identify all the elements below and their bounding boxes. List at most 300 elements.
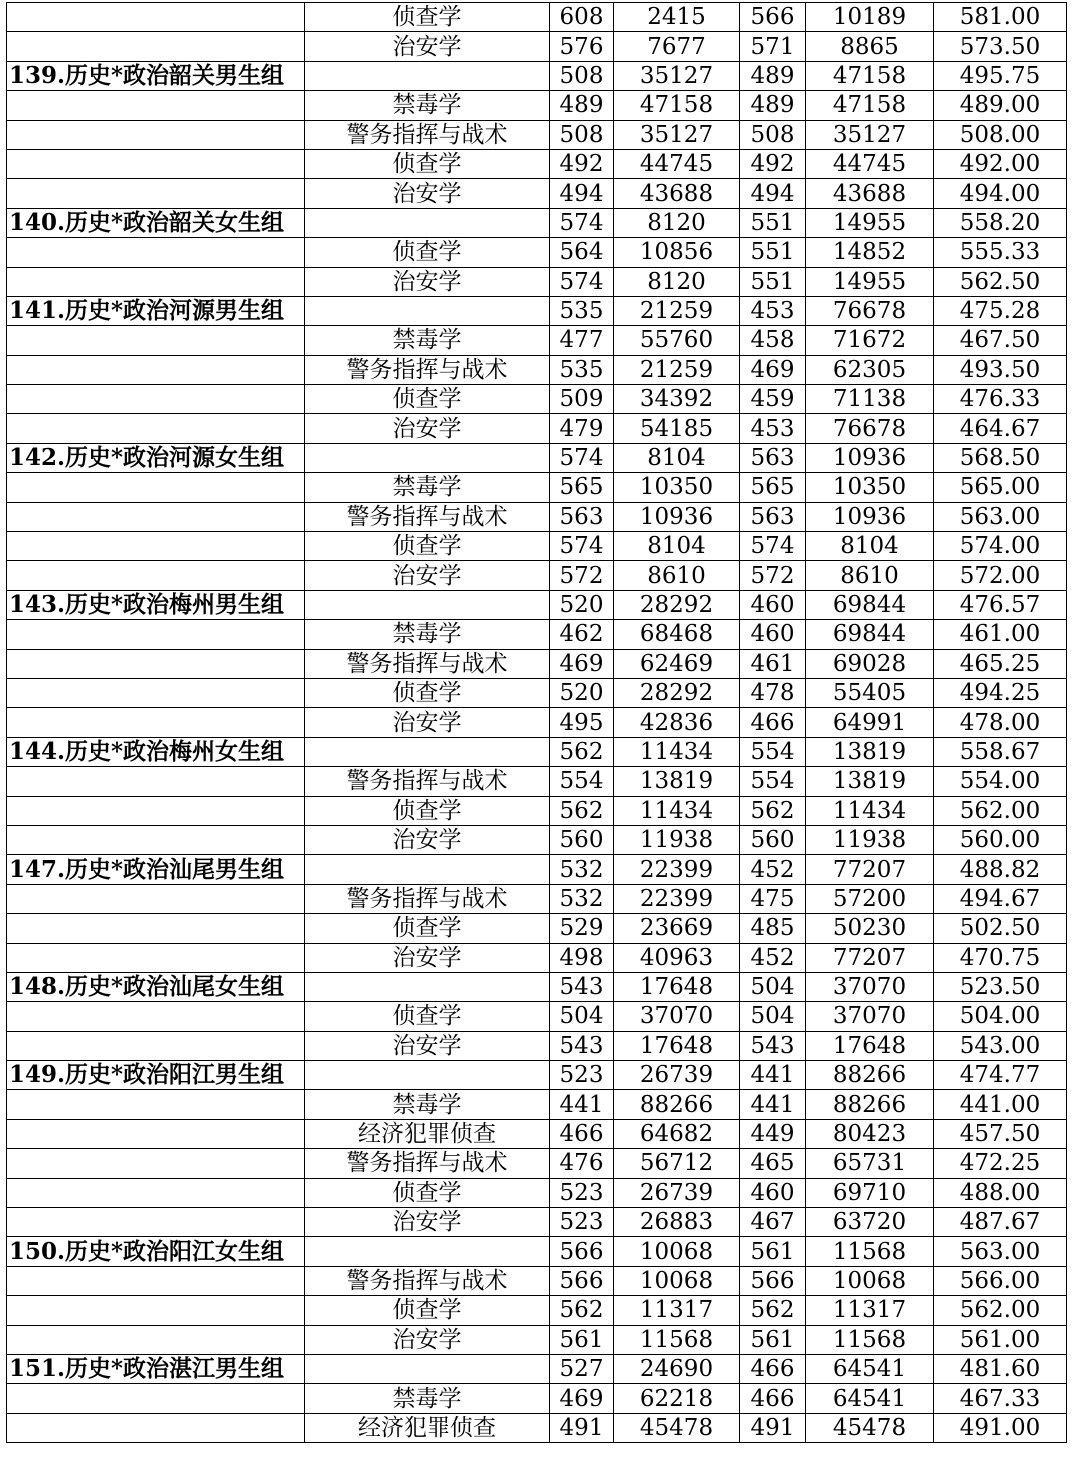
table-row	[7, 943, 1067, 972]
min-rank-cell: 10936	[806, 443, 934, 472]
table-row	[7, 620, 1067, 649]
max-score-cell: 489	[550, 91, 614, 120]
major-cell: 经济犯罪侦查	[305, 1119, 550, 1148]
major-cell	[305, 296, 550, 325]
max-score-cell: 520	[550, 590, 614, 619]
max-score-cell: 495	[550, 708, 614, 737]
min-rank-cell: 11434	[806, 796, 934, 825]
avg-score-cell: 502.50	[934, 914, 1067, 943]
group-name-cell	[7, 1208, 305, 1237]
group-name-cell	[7, 1266, 305, 1295]
avg-score-cell: 491.00	[934, 1413, 1067, 1442]
min-score-cell: 565	[740, 473, 806, 502]
min-score-cell: 460	[740, 590, 806, 619]
major-cell: 治安学	[305, 179, 550, 208]
avg-score-cell: 504.00	[934, 1002, 1067, 1031]
group-name-cell: 147.历史*政治汕尾男生组	[7, 855, 305, 884]
min-rank-cell: 45478	[806, 1413, 934, 1442]
min-rank-cell: 13819	[806, 737, 934, 766]
major-cell: 侦查学	[305, 678, 550, 707]
max-score-cell: 492	[550, 149, 614, 178]
group-name-cell	[7, 796, 305, 825]
min-rank-cell: 76678	[806, 414, 934, 443]
min-score-cell: 489	[740, 91, 806, 120]
major-cell: 治安学	[305, 267, 550, 296]
min-rank-cell: 50230	[806, 914, 934, 943]
avg-score-cell: 474.77	[934, 1061, 1067, 1090]
avg-score-cell: 488.00	[934, 1178, 1067, 1207]
avg-score-cell: 494.00	[934, 179, 1067, 208]
max-rank-cell: 10068	[614, 1266, 740, 1295]
min-rank-cell: 11568	[806, 1325, 934, 1354]
max-rank-cell: 42836	[614, 708, 740, 737]
avg-score-cell: 581.00	[934, 3, 1067, 32]
group-name-cell	[7, 1384, 305, 1413]
table-row	[7, 1413, 1067, 1442]
avg-score-cell: 492.00	[934, 149, 1067, 178]
major-cell: 禁毒学	[305, 91, 550, 120]
group-name-cell: 143.历史*政治梅州男生组	[7, 590, 305, 619]
max-rank-cell: 26739	[614, 1061, 740, 1090]
max-rank-cell: 11938	[614, 825, 740, 854]
max-rank-cell: 88266	[614, 1090, 740, 1119]
table-row	[7, 1031, 1067, 1060]
group-name-cell	[7, 561, 305, 590]
max-score-cell: 535	[550, 296, 614, 325]
max-score-cell: 523	[550, 1208, 614, 1237]
max-score-cell: 508	[550, 61, 614, 90]
major-cell: 警务指挥与战术	[305, 1266, 550, 1295]
max-rank-cell: 10856	[614, 238, 740, 267]
group-name-cell: 149.历史*政治阳江男生组	[7, 1061, 305, 1090]
table-row	[7, 355, 1067, 384]
score-table	[6, 2, 1067, 1443]
major-cell: 治安学	[305, 708, 550, 737]
table-row	[7, 120, 1067, 149]
group-row	[7, 1061, 1067, 1090]
avg-score-cell: 478.00	[934, 708, 1067, 737]
table-row	[7, 414, 1067, 443]
max-score-cell: 441	[550, 1090, 614, 1119]
major-cell	[305, 1237, 550, 1266]
max-rank-cell: 21259	[614, 355, 740, 384]
group-name-cell	[7, 620, 305, 649]
avg-score-cell: 476.33	[934, 385, 1067, 414]
group-name-cell	[7, 1413, 305, 1442]
min-score-cell: 554	[740, 737, 806, 766]
min-score-cell: 551	[740, 267, 806, 296]
max-score-cell: 504	[550, 1002, 614, 1031]
table-row	[7, 267, 1067, 296]
min-rank-cell: 62305	[806, 355, 934, 384]
max-rank-cell: 26739	[614, 1178, 740, 1207]
max-score-cell: 476	[550, 1149, 614, 1178]
min-score-cell: 504	[740, 1002, 806, 1031]
group-name-cell	[7, 532, 305, 561]
group-name-cell	[7, 502, 305, 531]
major-cell: 侦查学	[305, 914, 550, 943]
min-score-cell: 465	[740, 1149, 806, 1178]
min-score-cell: 466	[740, 1354, 806, 1383]
max-score-cell: 574	[550, 532, 614, 561]
min-rank-cell: 44745	[806, 149, 934, 178]
min-score-cell: 460	[740, 1178, 806, 1207]
max-rank-cell: 8120	[614, 267, 740, 296]
max-rank-cell: 54185	[614, 414, 740, 443]
major-cell: 警务指挥与战术	[305, 502, 550, 531]
max-rank-cell: 44745	[614, 149, 740, 178]
min-rank-cell: 80423	[806, 1119, 934, 1148]
table-row	[7, 649, 1067, 678]
min-rank-cell: 14852	[806, 238, 934, 267]
major-cell: 治安学	[305, 1208, 550, 1237]
max-rank-cell: 37070	[614, 1002, 740, 1031]
major-cell: 经济犯罪侦查	[305, 1413, 550, 1442]
min-score-cell: 466	[740, 708, 806, 737]
max-score-cell: 564	[550, 238, 614, 267]
min-rank-cell: 69710	[806, 1178, 934, 1207]
avg-score-cell: 562.50	[934, 267, 1067, 296]
min-rank-cell: 8865	[806, 32, 934, 61]
group-name-cell	[7, 1119, 305, 1148]
max-score-cell: 560	[550, 825, 614, 854]
avg-score-cell: 494.67	[934, 884, 1067, 913]
major-cell: 治安学	[305, 561, 550, 590]
min-score-cell: 441	[740, 1061, 806, 1090]
avg-score-cell: 543.00	[934, 1031, 1067, 1060]
group-name-cell	[7, 708, 305, 737]
max-rank-cell: 24690	[614, 1354, 740, 1383]
min-score-cell: 485	[740, 914, 806, 943]
major-cell: 治安学	[305, 1031, 550, 1060]
max-rank-cell: 23669	[614, 914, 740, 943]
avg-score-cell: 568.50	[934, 443, 1067, 472]
min-rank-cell: 11938	[806, 825, 934, 854]
max-rank-cell: 34392	[614, 385, 740, 414]
major-cell	[305, 443, 550, 472]
max-score-cell: 532	[550, 884, 614, 913]
table-row	[7, 825, 1067, 854]
avg-score-cell: 572.00	[934, 561, 1067, 590]
table-row	[7, 326, 1067, 355]
table-row	[7, 884, 1067, 913]
max-score-cell: 523	[550, 1061, 614, 1090]
group-name-cell	[7, 678, 305, 707]
min-score-cell: 554	[740, 767, 806, 796]
max-score-cell: 520	[550, 678, 614, 707]
group-name-cell	[7, 473, 305, 502]
max-rank-cell: 17648	[614, 1031, 740, 1060]
min-rank-cell: 14955	[806, 267, 934, 296]
min-rank-cell: 71672	[806, 326, 934, 355]
major-cell: 警务指挥与战术	[305, 767, 550, 796]
group-name-cell: 140.历史*政治韶关女生组	[7, 208, 305, 237]
max-rank-cell: 11568	[614, 1325, 740, 1354]
table-row	[7, 532, 1067, 561]
table-row	[7, 473, 1067, 502]
table-row	[7, 1090, 1067, 1119]
max-score-cell: 562	[550, 1296, 614, 1325]
major-cell: 侦查学	[305, 796, 550, 825]
group-row	[7, 61, 1067, 90]
avg-score-cell: 441.00	[934, 1090, 1067, 1119]
min-score-cell: 574	[740, 532, 806, 561]
min-score-cell: 561	[740, 1325, 806, 1354]
max-rank-cell: 22399	[614, 855, 740, 884]
max-rank-cell: 10068	[614, 1237, 740, 1266]
group-row	[7, 208, 1067, 237]
major-cell	[305, 1061, 550, 1090]
min-score-cell: 458	[740, 326, 806, 355]
max-score-cell: 576	[550, 32, 614, 61]
max-rank-cell: 11434	[614, 737, 740, 766]
major-cell: 禁毒学	[305, 1384, 550, 1413]
major-cell: 禁毒学	[305, 326, 550, 355]
min-rank-cell: 71138	[806, 385, 934, 414]
max-score-cell: 523	[550, 1178, 614, 1207]
min-rank-cell: 11568	[806, 1237, 934, 1266]
major-cell: 治安学	[305, 32, 550, 61]
max-rank-cell: 11434	[614, 796, 740, 825]
min-rank-cell: 37070	[806, 972, 934, 1001]
max-score-cell: 543	[550, 972, 614, 1001]
group-row	[7, 590, 1067, 619]
min-score-cell: 467	[740, 1208, 806, 1237]
group-name-cell	[7, 1178, 305, 1207]
max-rank-cell: 35127	[614, 120, 740, 149]
min-score-cell: 551	[740, 208, 806, 237]
table-row	[7, 238, 1067, 267]
avg-score-cell: 461.00	[934, 620, 1067, 649]
min-rank-cell: 76678	[806, 296, 934, 325]
max-score-cell: 479	[550, 414, 614, 443]
min-score-cell: 543	[740, 1031, 806, 1060]
max-rank-cell: 43688	[614, 179, 740, 208]
min-score-cell: 562	[740, 1296, 806, 1325]
table-row	[7, 1002, 1067, 1031]
group-name-cell: 141.历史*政治河源男生组	[7, 296, 305, 325]
major-cell: 侦查学	[305, 532, 550, 561]
max-score-cell: 498	[550, 943, 614, 972]
group-name-cell	[7, 355, 305, 384]
min-score-cell: 461	[740, 649, 806, 678]
min-rank-cell: 65731	[806, 1149, 934, 1178]
group-row	[7, 1354, 1067, 1383]
min-score-cell: 453	[740, 296, 806, 325]
table-row	[7, 1266, 1067, 1295]
major-cell: 侦查学	[305, 1002, 550, 1031]
min-rank-cell: 88266	[806, 1090, 934, 1119]
major-cell: 警务指挥与战术	[305, 884, 550, 913]
min-score-cell: 563	[740, 443, 806, 472]
avg-score-cell: 574.00	[934, 532, 1067, 561]
avg-score-cell: 573.50	[934, 32, 1067, 61]
max-rank-cell: 2415	[614, 3, 740, 32]
min-score-cell: 478	[740, 678, 806, 707]
max-score-cell: 543	[550, 1031, 614, 1060]
max-score-cell: 469	[550, 1384, 614, 1413]
major-cell: 禁毒学	[305, 473, 550, 502]
min-rank-cell: 47158	[806, 61, 934, 90]
min-rank-cell: 14955	[806, 208, 934, 237]
avg-score-cell: 494.25	[934, 678, 1067, 707]
table-row	[7, 561, 1067, 590]
min-score-cell: 566	[740, 1266, 806, 1295]
table-row	[7, 1149, 1067, 1178]
max-score-cell: 477	[550, 326, 614, 355]
min-rank-cell: 8104	[806, 532, 934, 561]
max-rank-cell: 35127	[614, 61, 740, 90]
min-score-cell: 469	[740, 355, 806, 384]
min-rank-cell: 8610	[806, 561, 934, 590]
avg-score-cell: 565.00	[934, 473, 1067, 502]
max-rank-cell: 26883	[614, 1208, 740, 1237]
avg-score-cell: 554.00	[934, 767, 1067, 796]
group-name-cell: 151.历史*政治湛江男生组	[7, 1354, 305, 1383]
avg-score-cell: 566.00	[934, 1266, 1067, 1295]
major-cell: 治安学	[305, 1325, 550, 1354]
group-name-cell	[7, 385, 305, 414]
avg-score-cell: 562.00	[934, 1296, 1067, 1325]
min-score-cell: 508	[740, 120, 806, 149]
group-name-cell	[7, 649, 305, 678]
min-score-cell: 452	[740, 855, 806, 884]
avg-score-cell: 467.50	[934, 326, 1067, 355]
min-score-cell: 494	[740, 179, 806, 208]
max-score-cell: 509	[550, 385, 614, 414]
max-score-cell: 562	[550, 737, 614, 766]
table-row	[7, 1208, 1067, 1237]
max-rank-cell: 17648	[614, 972, 740, 1001]
group-name-cell	[7, 767, 305, 796]
avg-score-cell: 464.67	[934, 414, 1067, 443]
min-score-cell: 566	[740, 3, 806, 32]
major-cell: 警务指挥与战术	[305, 355, 550, 384]
min-rank-cell: 64991	[806, 708, 934, 737]
major-cell	[305, 972, 550, 1001]
min-score-cell: 453	[740, 414, 806, 443]
min-rank-cell: 57200	[806, 884, 934, 913]
min-score-cell: 466	[740, 1384, 806, 1413]
max-score-cell: 469	[550, 649, 614, 678]
min-score-cell: 572	[740, 561, 806, 590]
group-row	[7, 855, 1067, 884]
avg-score-cell: 476.57	[934, 590, 1067, 619]
max-score-cell: 491	[550, 1413, 614, 1442]
min-rank-cell: 10936	[806, 502, 934, 531]
group-name-cell	[7, 120, 305, 149]
avg-score-cell: 472.25	[934, 1149, 1067, 1178]
major-cell	[305, 590, 550, 619]
min-score-cell: 475	[740, 884, 806, 913]
major-cell	[305, 855, 550, 884]
table-row	[7, 1296, 1067, 1325]
min-score-cell: 452	[740, 943, 806, 972]
min-rank-cell: 43688	[806, 179, 934, 208]
group-name-cell	[7, 1325, 305, 1354]
avg-score-cell: 465.25	[934, 649, 1067, 678]
group-name-cell	[7, 1090, 305, 1119]
score-table-container	[6, 2, 1067, 1443]
table-row	[7, 385, 1067, 414]
max-rank-cell: 64682	[614, 1119, 740, 1148]
group-row	[7, 296, 1067, 325]
table-row	[7, 502, 1067, 531]
major-cell	[305, 61, 550, 90]
avg-score-cell: 560.00	[934, 825, 1067, 854]
table-row	[7, 91, 1067, 120]
group-name-cell: 150.历史*政治阳江女生组	[7, 1237, 305, 1266]
group-name-cell	[7, 943, 305, 972]
table-row	[7, 767, 1067, 796]
avg-score-cell: 467.33	[934, 1384, 1067, 1413]
max-score-cell: 554	[550, 767, 614, 796]
max-rank-cell: 8120	[614, 208, 740, 237]
avg-score-cell: 508.00	[934, 120, 1067, 149]
max-score-cell: 562	[550, 796, 614, 825]
table-row	[7, 796, 1067, 825]
avg-score-cell: 563.00	[934, 1237, 1067, 1266]
max-rank-cell: 22399	[614, 884, 740, 913]
max-rank-cell: 40963	[614, 943, 740, 972]
max-score-cell: 527	[550, 1354, 614, 1383]
max-rank-cell: 8104	[614, 443, 740, 472]
max-rank-cell: 62218	[614, 1384, 740, 1413]
group-name-cell	[7, 414, 305, 443]
min-rank-cell: 10068	[806, 1266, 934, 1295]
min-rank-cell: 88266	[806, 1061, 934, 1090]
table-row	[7, 32, 1067, 61]
group-name-cell	[7, 91, 305, 120]
avg-score-cell: 488.82	[934, 855, 1067, 884]
min-score-cell: 563	[740, 502, 806, 531]
max-score-cell: 572	[550, 561, 614, 590]
max-score-cell: 608	[550, 3, 614, 32]
min-score-cell: 562	[740, 796, 806, 825]
max-rank-cell: 21259	[614, 296, 740, 325]
major-cell: 侦查学	[305, 1296, 550, 1325]
max-score-cell: 574	[550, 208, 614, 237]
min-score-cell: 491	[740, 1413, 806, 1442]
group-row	[7, 443, 1067, 472]
table-row	[7, 1119, 1067, 1148]
min-score-cell: 449	[740, 1119, 806, 1148]
min-score-cell: 492	[740, 149, 806, 178]
group-name-cell	[7, 825, 305, 854]
avg-score-cell: 470.75	[934, 943, 1067, 972]
avg-score-cell: 562.00	[934, 796, 1067, 825]
max-rank-cell: 28292	[614, 590, 740, 619]
max-rank-cell: 28292	[614, 678, 740, 707]
min-rank-cell: 77207	[806, 855, 934, 884]
min-score-cell: 560	[740, 825, 806, 854]
major-cell: 警务指挥与战术	[305, 1149, 550, 1178]
min-rank-cell: 63720	[806, 1208, 934, 1237]
min-score-cell: 571	[740, 32, 806, 61]
max-score-cell: 566	[550, 1237, 614, 1266]
max-score-cell: 561	[550, 1325, 614, 1354]
avg-score-cell: 558.67	[934, 737, 1067, 766]
major-cell: 侦查学	[305, 385, 550, 414]
max-score-cell: 494	[550, 179, 614, 208]
min-rank-cell: 77207	[806, 943, 934, 972]
min-score-cell: 551	[740, 238, 806, 267]
group-name-cell	[7, 326, 305, 355]
group-name-cell	[7, 267, 305, 296]
table-row	[7, 179, 1067, 208]
max-rank-cell: 7677	[614, 32, 740, 61]
avg-score-cell: 475.28	[934, 296, 1067, 325]
